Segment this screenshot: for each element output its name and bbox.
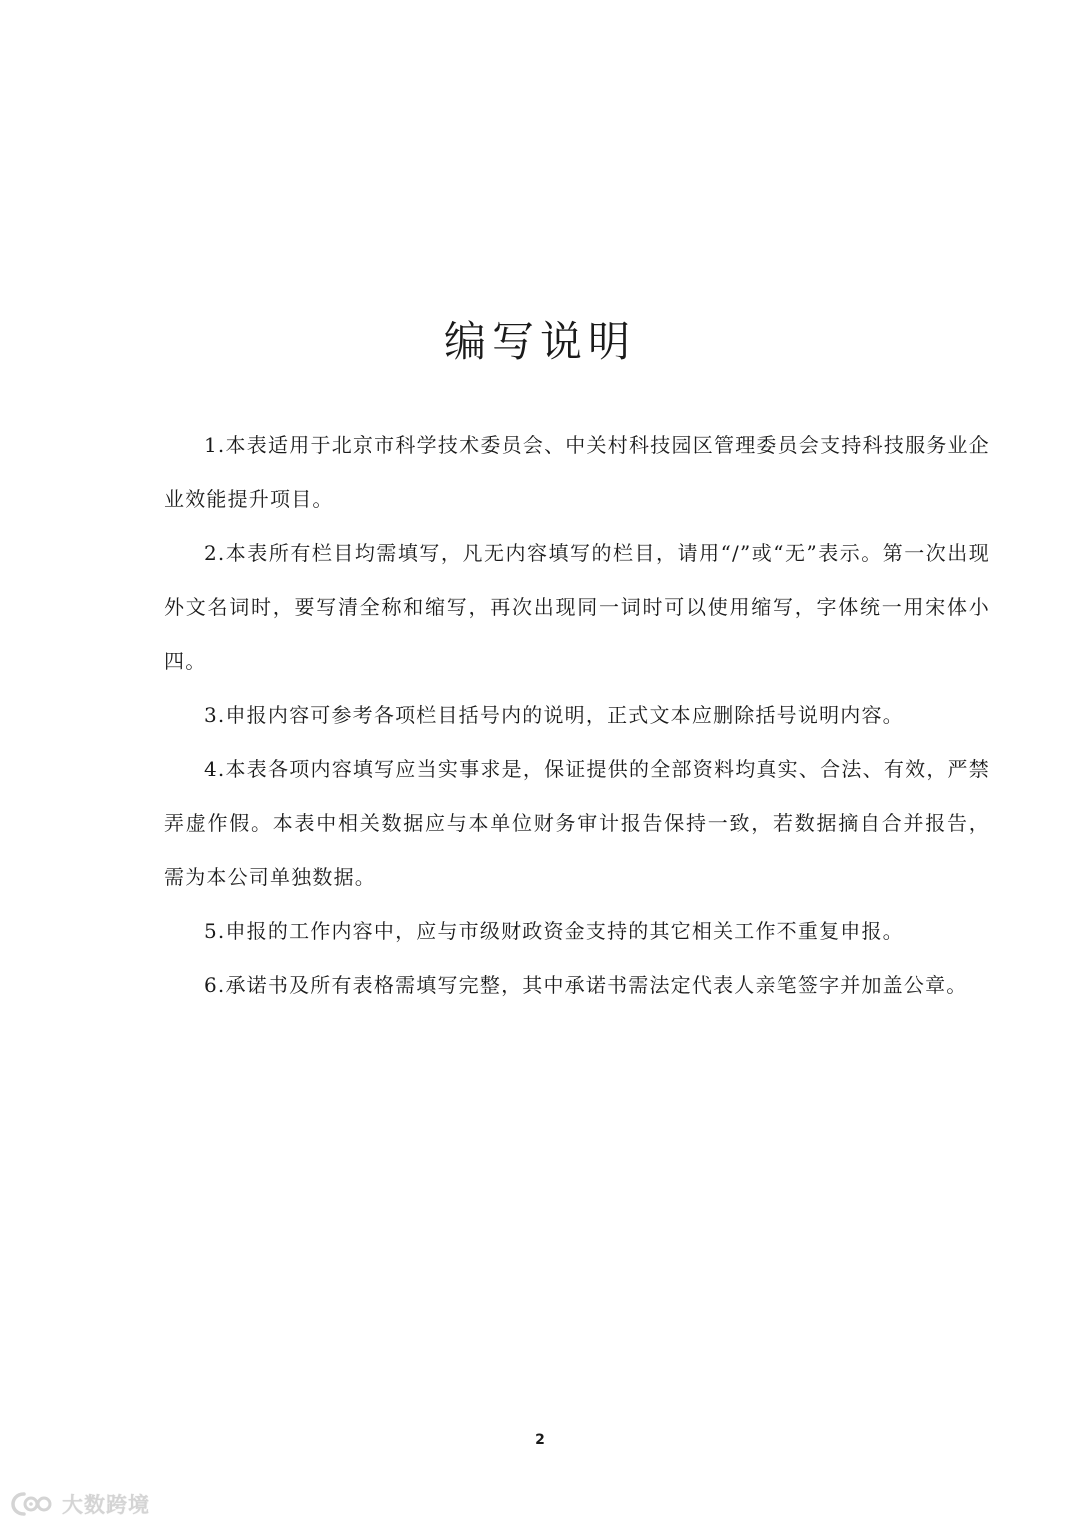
page-number: 2 xyxy=(535,1432,545,1448)
instruction-paragraph-6: 6.承诺书及所有表格需填写完整，其中承诺书需法定代表人亲笔签字并加盖公章。 xyxy=(204,973,968,997)
instruction-paragraph-4: 4.本表各项内容填写应当实事求是，保证提供的全部资料均真实、合法、有效，严禁弄虚作假。本表中相关数据应与本单位财务审计报告保持一致，若数据摘自合并报告，需为本公司单独数据。 xyxy=(164,757,990,889)
watermark xyxy=(10,1489,150,1519)
watermark-text: 大数跨境 xyxy=(62,1493,150,1517)
page-title: 编写说明 xyxy=(443,317,636,366)
instructions-body xyxy=(164,418,990,1012)
instruction-paragraph-1: 1.本表适用于北京市科学技术委员会、中关村科技园区管理委员会支持科技服务业企业效能提升项目。 xyxy=(164,433,990,511)
instruction-paragraph-5: 5.申报的工作内容中，应与市级财政资金支持的其它相关工作不重复申报。 xyxy=(204,919,904,943)
instruction-paragraph-3: 3.申报内容可参考各项栏目括号内的说明，正式文本应删除括号说明内容。 xyxy=(204,703,904,727)
instruction-paragraph-2: 2.本表所有栏目均需填写，凡无内容填写的栏目，请用“/”或“无”表示。第一次出现外文名词时，要写清全称和缩写，再次出现同一词时可以使用缩写，字体统一用宋体小四。 xyxy=(164,541,990,673)
logo-mark-icon xyxy=(10,1490,56,1518)
